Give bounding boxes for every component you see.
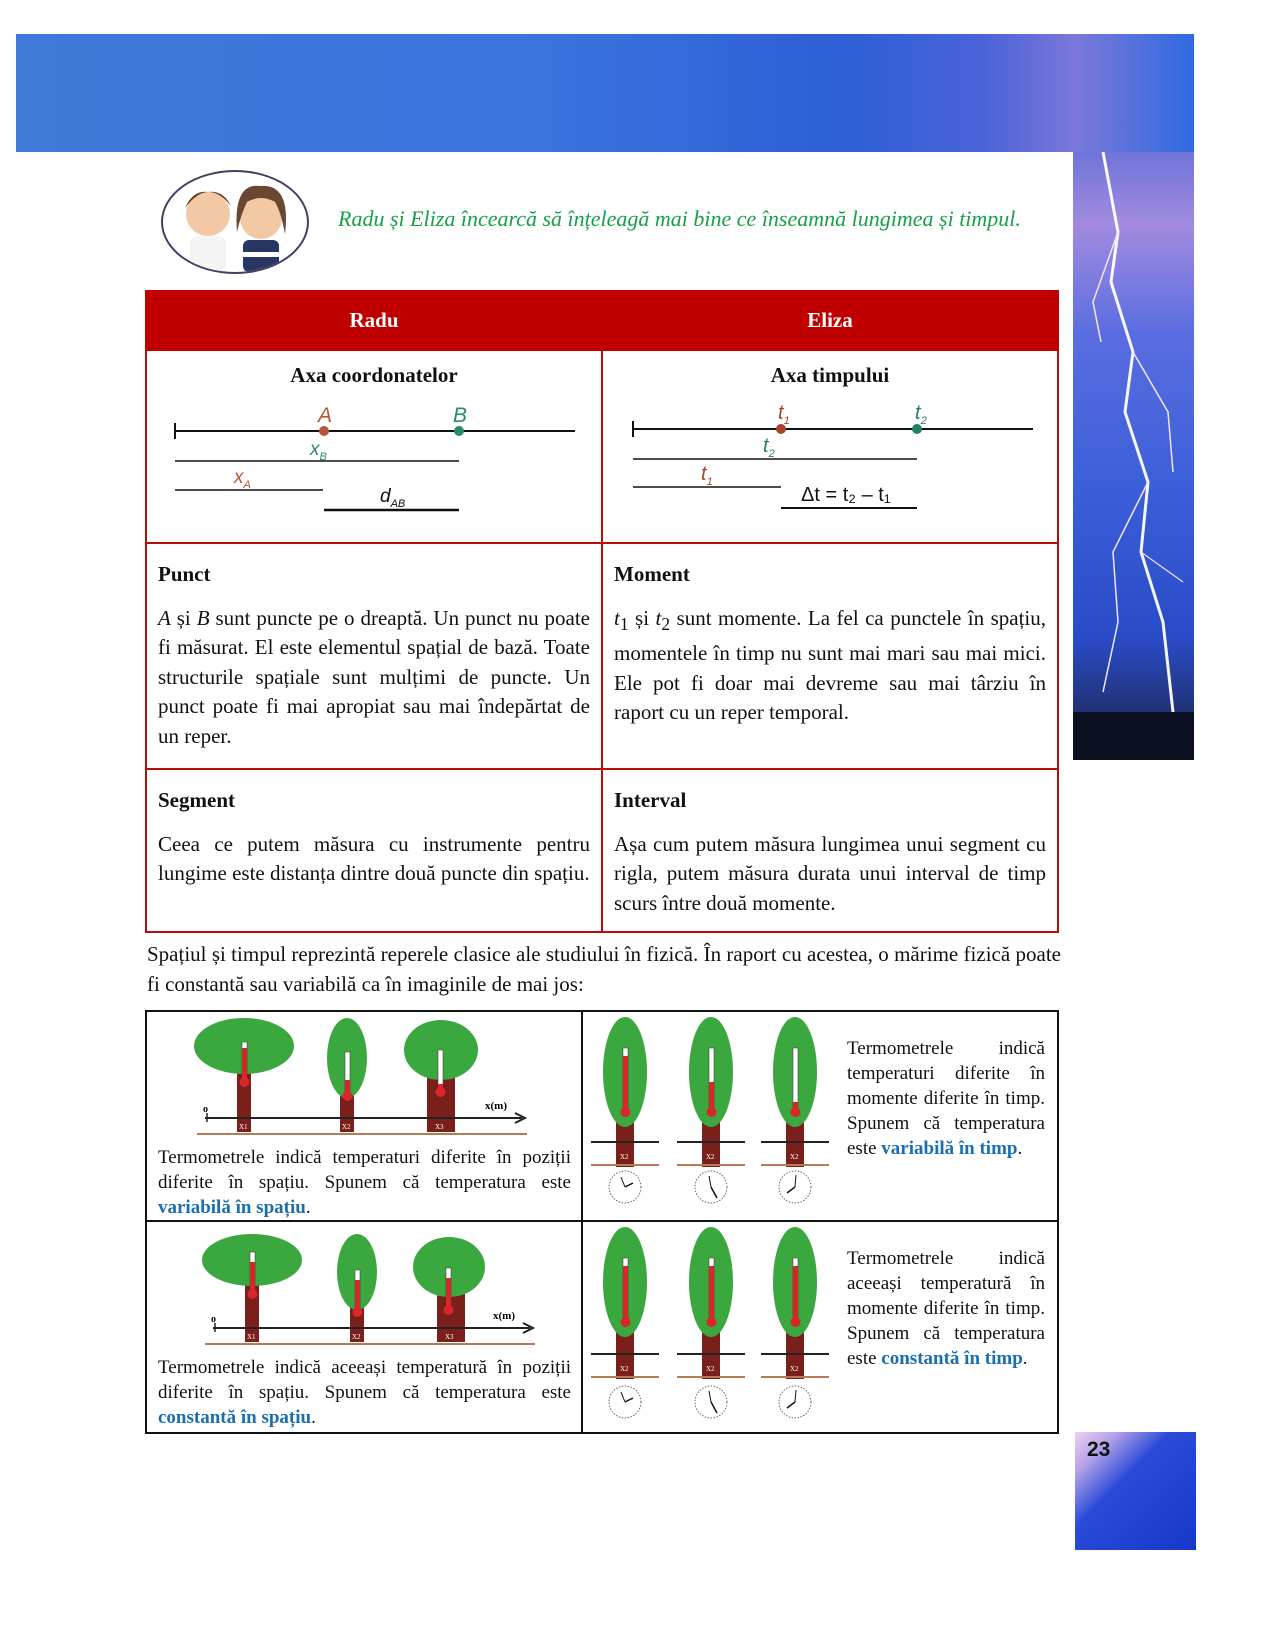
moment-cell [602, 543, 1058, 769]
svg-text:t1: $t_1$ [778, 401, 790, 427]
svg-text:t2: $t_2$ [915, 401, 927, 427]
coordinate-axis-title: Axa coordonatelor [290, 363, 458, 387]
children-icon [163, 172, 307, 272]
svg-text:t2: $t_2$ [763, 434, 775, 460]
header-banner [16, 34, 1194, 152]
lightning-bolt-icon [1073, 152, 1194, 760]
svg-text:X2: X2 [620, 1153, 629, 1161]
column-header-eliza: Eliza [602, 291, 1058, 350]
svg-text:X1: X1 [239, 1123, 248, 1131]
svg-text:X3: X3 [445, 1333, 454, 1341]
interval-heading: Interval [614, 788, 687, 812]
svg-text:B: B [453, 403, 468, 427]
constant-time-cell [582, 1221, 1058, 1433]
svg-text:xA: $x_A$ [234, 466, 251, 491]
page-number-badge [1075, 1432, 1196, 1550]
variable-space-caption: Termometrele indică temperaturi diferite în poziții diferite în spațiu. Spunem că temperatura este variabilă în spațiu. [158, 1147, 571, 1218]
time-axis-cell [602, 350, 1058, 543]
moment-text: $t_1$ și $t_2$ sunt momente. La fel ca punctele în spațiu, momentele în timp nu sunt mai mari sau mai mici. Ele pot fi doar mai devreme sau mai târziu în raport cu un reper temporal. [614, 605, 1047, 725]
svg-text:X2: X2 [352, 1333, 361, 1341]
svg-text:dAB: $d_{AB}$ [380, 485, 406, 510]
svg-text:X2: X2 [620, 1365, 629, 1373]
punct-cell [146, 543, 602, 769]
variable-time-cell [582, 1011, 1058, 1221]
illustrations-table [145, 1010, 1059, 1434]
trees-time-variable-illustration [583, 1012, 845, 1212]
svg-text:X2: X2 [790, 1365, 799, 1373]
segment-heading: Segment [158, 788, 235, 812]
svg-text:xB: $x_B$ [310, 438, 327, 463]
coordinate-axis-diagram [147, 391, 603, 526]
punct-text: A și B sunt puncte pe o dreaptă. Un punct nu poate fi măsurat. El este elementul spațial de bază. Toate structurile spațiale sunt mulțimi de puncte. Un punct poate fi mai apropiat sau mai îndepărtat de un reper. [158, 605, 590, 748]
svg-text:o: o [203, 1104, 208, 1115]
segment-cell [146, 769, 602, 932]
moment-heading: Moment [614, 562, 690, 586]
avatar [161, 170, 309, 274]
svg-text:X3: X3 [435, 1123, 444, 1131]
svg-text:X2: X2 [342, 1123, 351, 1131]
svg-text:t1: $t_1$ [701, 462, 713, 488]
trees-space-constant-illustration [147, 1222, 581, 1350]
coordinate-axis-cell [146, 350, 602, 543]
interval-cell [602, 769, 1058, 932]
intro-text: Radu și Eliza încearcă să înțeleagă mai bine ce înseamnă lungimea și timpul. [338, 206, 1021, 231]
body-paragraph: Spațiul și timpul reprezintă reperele clasice ale studiului în fizică. În raport cu acestea, o mărime fizică poate fi constantă sau variabilă ca în imaginile de mai jos: [147, 942, 1061, 996]
svg-text:x(m): x(m) [485, 1100, 507, 1112]
svg-text:x(m): x(m) [493, 1310, 515, 1322]
variable-time-caption: Termometrele indică temperaturi diferite în momente diferite în timp. Spunem că temperatura este variabilă în timp. [847, 1038, 1045, 1159]
time-axis-diagram [603, 391, 1059, 526]
svg-text:X2: X2 [790, 1153, 799, 1161]
constant-space-cell [146, 1221, 582, 1433]
variable-space-cell [146, 1011, 582, 1221]
segment-text: Ceea ce putem măsura cu instrumente pentru lungime este distanța dintre două puncte din spațiu. [158, 831, 590, 885]
constant-space-caption: Termometrele indică aceeași temperatură în poziții diferite în spațiu. Spunem că temperatura este constantă în spațiu. [158, 1357, 571, 1428]
trees-time-constant-illustration [583, 1222, 845, 1432]
page-number: 23 [1087, 1438, 1111, 1461]
svg-text:X1: X1 [247, 1333, 256, 1341]
interval-text: Așa cum putem măsura lungimea unui segment cu rigla, putem măsura durata unui interval de timp scurs între două momente. [614, 831, 1046, 915]
svg-text:A: A [318, 403, 333, 427]
svg-text:o: o [211, 1314, 216, 1325]
svg-text:X2: X2 [706, 1365, 715, 1373]
punct-heading: Punct [158, 562, 211, 586]
svg-text:X2: X2 [706, 1153, 715, 1161]
column-header-radu: Radu [146, 291, 602, 350]
time-axis-title: Axa timpului [770, 363, 890, 387]
comparison-table [145, 290, 1059, 933]
constant-time-caption: Termometrele indică aceeași temperatură în momente diferite în timp. Spunem că temperatura este constantă în timp. [847, 1248, 1045, 1369]
trees-space-variable-illustration [147, 1012, 581, 1140]
svg-text:Δt = t₂ – t₁: Δt = t₂ – t₁ [801, 483, 891, 506]
